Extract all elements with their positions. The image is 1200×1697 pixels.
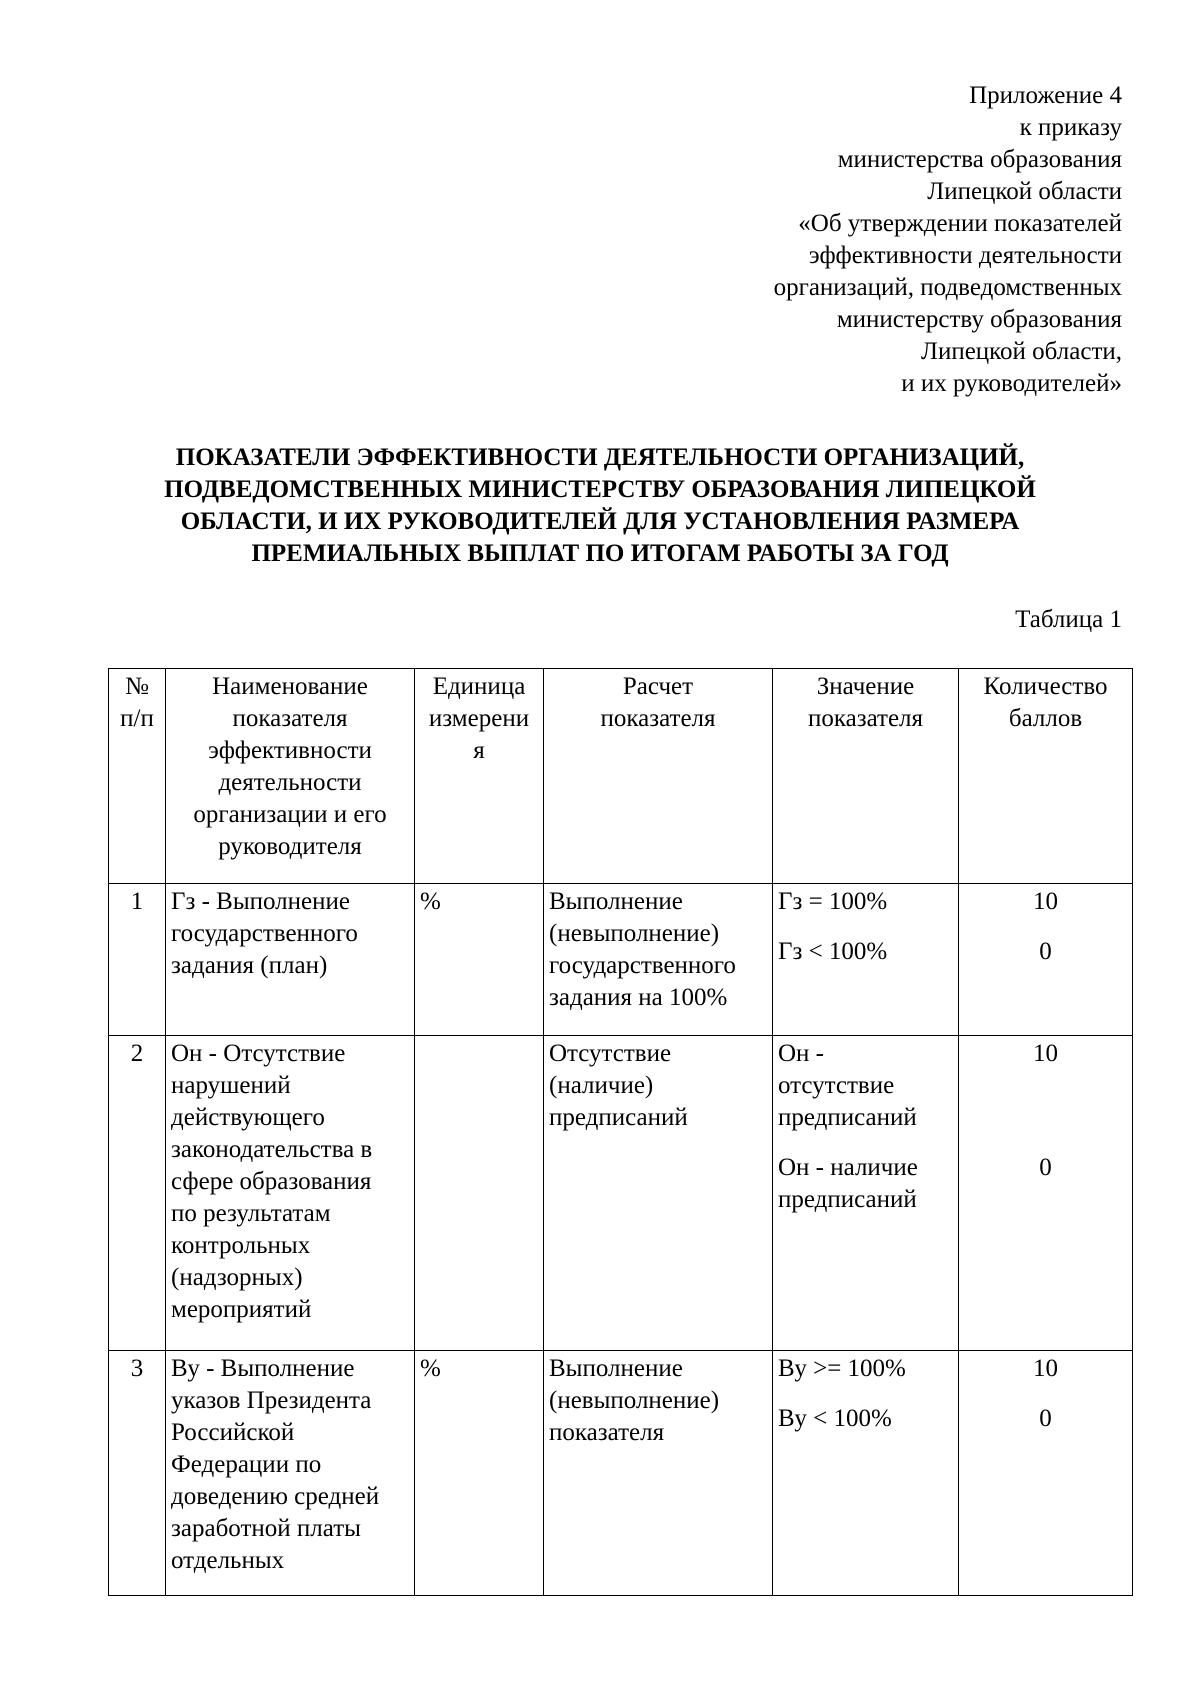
header-calc: Расчет показателя [544, 669, 773, 884]
row-calc: Выполнение (невыполнение) показателя [544, 1351, 773, 1596]
row-calc: Отсутствие (наличие) предписаний [544, 1036, 773, 1351]
row-name: Ву - Выполнение указов Президента Российской Федерации по доведению средней заработной платы отдельных [166, 1351, 415, 1596]
annex-line: к приказу [1019, 114, 1122, 141]
row-name: Он - Отсутствие нарушений действующего законодательства в сфере образования по результатам контрольных (надзорных) мероприятий [166, 1036, 415, 1351]
table-caption: Таблица 1 [1015, 606, 1122, 633]
row-values: Гз = 100% Гз < 100% [773, 884, 959, 1036]
row-values: Он - отсутствие предписаний Он - наличие предписаний [773, 1036, 959, 1351]
row-calc: Выполнение (невыполнение) государственного задания на 100% [544, 884, 773, 1036]
row-name: Гз - Выполнение государственного задания (план) [166, 884, 415, 1036]
annex-line: министерства образования [837, 146, 1122, 173]
table-header-row [109, 669, 1133, 884]
annex-line: Приложение 4 [969, 82, 1122, 109]
document-title [100, 442, 1100, 570]
annex-line: Липецкой области [927, 178, 1122, 205]
row-num: 1 [109, 884, 166, 1036]
header-num: № п/п [109, 669, 166, 884]
row-values: Ву >= 100% Ву < 100% [773, 1351, 959, 1596]
header-name: Наименование показателя эффективности деятельности организации и его руководителя [166, 669, 415, 884]
row-num: 2 [109, 1036, 166, 1351]
annex-line: «Об утверждении показателей [798, 210, 1122, 237]
row-unit [415, 1036, 544, 1351]
row-unit: % [415, 1351, 544, 1596]
table-row [109, 884, 1133, 1036]
row-points: 10 0 [959, 1036, 1133, 1351]
table-row [109, 1036, 1133, 1351]
header-value: Значение показателя [773, 669, 959, 884]
title-line: ПРЕМИАЛЬНЫХ ВЫПЛАТ ПО ИТОГАМ РАБОТЫ ЗА ГОД [251, 540, 949, 567]
title-line: ПОДВЕДОМСТВЕННЫХ МИНИСТЕРСТВУ ОБРАЗОВАНИЯ ЛИПЕЦКОЙ [164, 476, 1036, 503]
annex-line: Липецкой области, [920, 338, 1122, 365]
row-num: 3 [109, 1351, 166, 1596]
table-row [109, 1351, 1133, 1596]
indicators-table [108, 668, 1133, 1596]
annex-line: и их руководителей» [901, 370, 1122, 397]
annex-header [562, 80, 1122, 400]
annex-line: организаций, подведомственных [773, 274, 1122, 301]
header-unit: Единица измерени я [415, 669, 544, 884]
row-points: 10 0 [959, 1351, 1133, 1596]
title-line: ПОКАЗАТЕЛИ ЭФФЕКТИВНОСТИ ДЕЯТЕЛЬНОСТИ ОРГАНИЗАЦИЙ, [175, 444, 1025, 471]
header-points: Количество баллов [959, 669, 1133, 884]
title-line: ОБЛАСТИ, И ИХ РУКОВОДИТЕЛЕЙ ДЛЯ УСТАНОВЛЕНИЯ РАЗМЕРА [180, 508, 1020, 535]
annex-line: эффективности деятельности [808, 242, 1122, 269]
row-unit: % [415, 884, 544, 1036]
row-points: 10 0 [959, 884, 1133, 1036]
annex-line: министерству образования [836, 306, 1122, 333]
